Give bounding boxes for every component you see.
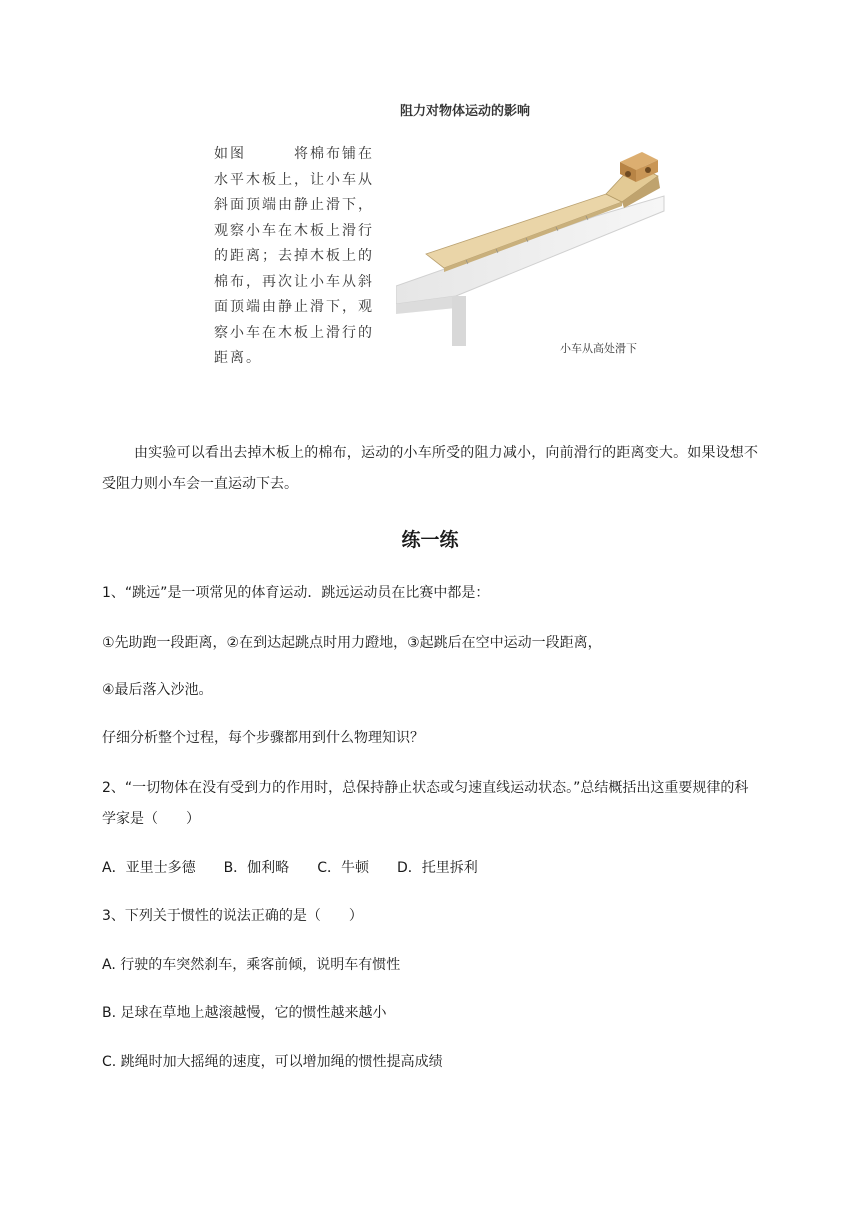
question-1-steps-a: ①先助跑一段距离，②在到达起跳点时用力蹬地，③起跳后在空中运动一段距离， [102,635,602,651]
conclusion-paragraph: 由实验可以看出去掉木板上的棉布，运动的小车所受的阻力减小，向前滑行的距离变大。如果设想不受阻力则小车会一直运动下去。 [102,445,758,492]
question-1-stem: 1、“跳远”是一项常见的体育运动．跳远运动员在比赛中都是： [102,585,490,601]
question-2-stem: 2、“一切物体在没有受到力的作用时，总保持静止状态或匀速直线运动状态。”总结概括出这重要规律的科学家是（ ） [102,780,749,827]
option-c: C．牛顿 [317,860,369,876]
ramp-cart-illustration [396,136,666,346]
experiment-figure [200,96,670,364]
question-3-option-c: C. 跳绳时加大摇绳的速度，可以增加绳的惯性提高成绩 [102,1054,443,1070]
figure-description: 如图 将棉布铺在水平木板上，让小车从斜面顶端由静止滑下，观察小车在木板上滑行的距离；去掉木板上的棉布，再次让小车从斜面顶端由静止滑下，观察小车在木板上滑行的距离。 [214,146,374,366]
section-title: 练一练 [401,529,459,551]
question-1-prompt: 仔细分析整个过程，每个步骤都用到什么物理知识？ [102,730,424,746]
option-b: B．伽利略 [223,860,290,876]
question-1-steps-b: ④最后落入沙池。 [102,682,213,698]
figure-title: 阻力对物体运动的影响 [400,104,531,119]
question-3-option-b: B. 足球在草地上越滚越慢，它的惯性越来越小 [102,1005,387,1021]
option-a: A．亚里士多德 [102,860,196,876]
option-d: D．托里拆利 [396,860,478,876]
figure-caption: 小车从高处滑下 [560,342,637,355]
question-3-option-a: A. 行驶的车突然刹车，乘客前倾，说明车有惯性 [102,957,401,973]
question-3-stem: 3、下列关于惯性的说法正确的是（ ） [102,908,363,924]
question-2-options [102,858,506,878]
